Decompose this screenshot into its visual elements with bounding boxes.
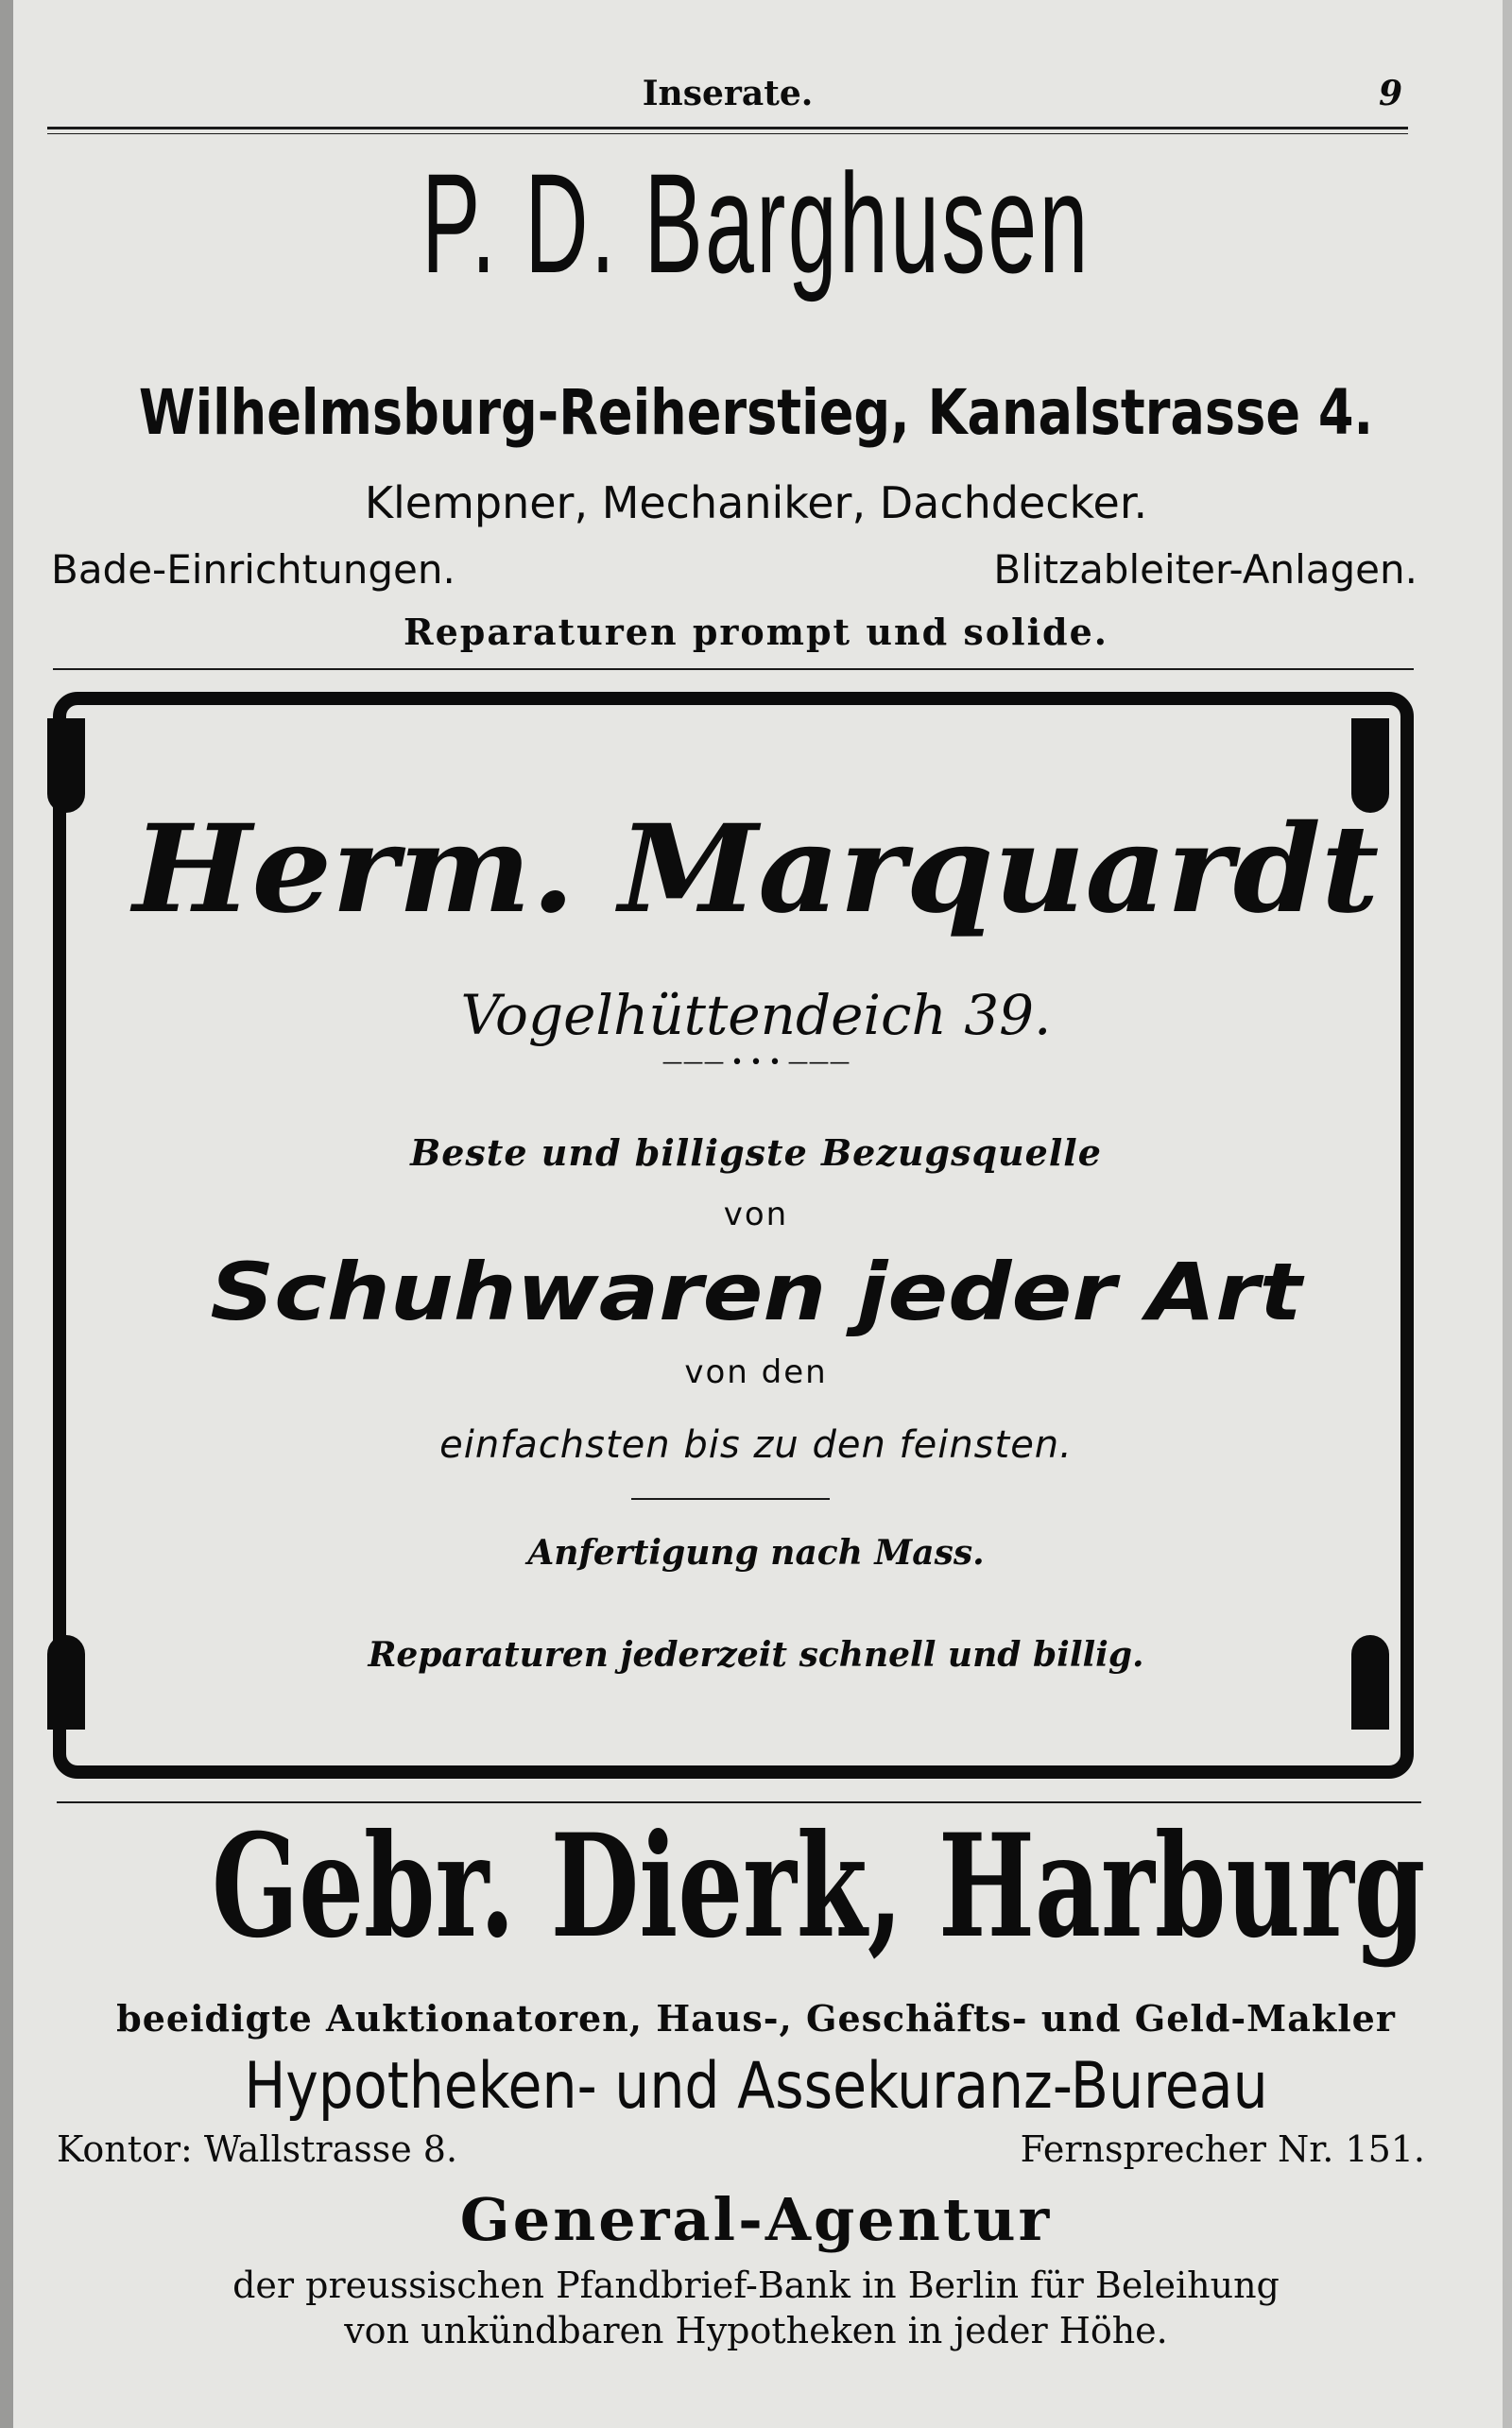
dierk-roles: beeidigte Auktionatoren, Haus-, Geschäfts- und Geld-Makler (116, 1997, 1396, 2040)
marquardt-range: einfachsten bis zu den feinsten. (439, 1423, 1073, 1467)
page-number: 9 (1378, 74, 1402, 113)
header-rule (47, 127, 1408, 129)
dierk-name: Gebr. Dierk, Harburg (212, 1803, 1426, 1970)
marquardt-short-rule (631, 1498, 830, 1500)
marquardt-von-den: von den (684, 1353, 828, 1391)
marquardt-von: von (723, 1196, 789, 1233)
barghusen-service-bath: Bade-Einrichtungen. (51, 546, 455, 593)
marquardt-name: Herm. Marquardt (132, 799, 1380, 940)
dierk-office: Kontor: Wallstrasse 8. (57, 2128, 458, 2170)
ornament-divider: ——— • • • ——— (662, 1051, 850, 1075)
barghusen-repairs: Reparaturen prompt und solide. (404, 611, 1108, 653)
header-title: Inserate. (642, 74, 814, 113)
divider-rule-1 (53, 668, 1414, 670)
dierk-bureau: Hypotheken- und Assekuranz-Bureau (244, 2049, 1268, 2124)
dierk-agency: General-Agentur (459, 2185, 1053, 2254)
header-rule-thin (47, 133, 1408, 134)
page-header (47, 74, 1408, 121)
marquardt-repairs: Reparaturen jederzeit schnell und billig. (368, 1635, 1144, 1675)
marquardt-product: Schuhwaren jeder Art (210, 1246, 1302, 1338)
dierk-description-line-2: von unkündbaren Hypotheken in jeder Höhe. (344, 2310, 1168, 2351)
dierk-phone: Fernsprecher Nr. 151. (1020, 2128, 1425, 2170)
marquardt-address: Vogelhüttendeich 39. (460, 983, 1052, 1047)
barghusen-name: P. D. Barghusen (421, 144, 1091, 302)
barghusen-address: Wilhelmsburg-Reiherstieg, Kanalstrasse 4. (138, 376, 1374, 449)
barghusen-trades: Klempner, Mechaniker, Dachdecker. (364, 477, 1148, 528)
marquardt-custom-made: Anfertigung nach Mass. (527, 1533, 985, 1573)
barghusen-service-lightning: Blitzableiter-Anlagen. (993, 546, 1418, 593)
dierk-description-line-1: der preussischen Pfandbrief-Bank in Berlin für Beleihung (232, 2264, 1280, 2306)
marquardt-tagline: Beste und billigste Bezugsquelle (410, 1131, 1102, 1174)
